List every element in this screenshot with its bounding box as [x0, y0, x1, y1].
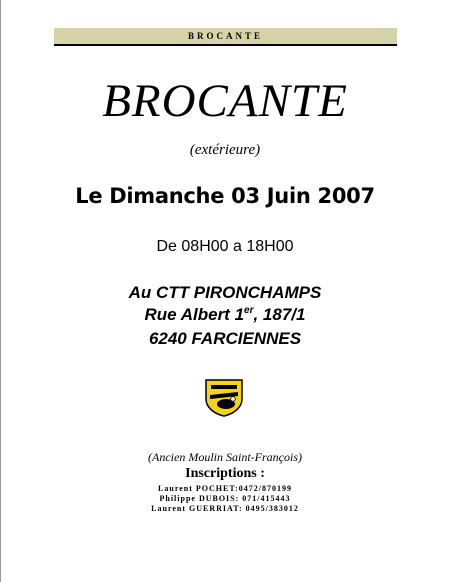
street-number: , 187/1	[253, 305, 306, 324]
inscriptions-heading: Inscriptions :	[185, 466, 265, 481]
location-venue: Au CTT PIRONCHAMPS	[128, 283, 322, 302]
header-band	[54, 28, 397, 46]
location-street	[0, 305, 450, 325]
event-date: Le Dimanche 03 Juin 2007	[75, 184, 375, 208]
location-building: (Ancien Moulin Saint-François)	[148, 450, 302, 464]
header-label: BROCANTE	[187, 31, 263, 41]
location-city: 6240 FARCIENNES	[148, 329, 302, 348]
event-subtitle: (extérieure)	[189, 142, 261, 158]
event-hours: De 08H00 a 18H00	[156, 238, 294, 255]
street-ordinal: er	[244, 305, 254, 316]
contact-line: Laurent POCHET:0472/870199	[158, 484, 292, 493]
contact-line: Laurent GUERRIAT: 0495/383012	[151, 504, 299, 513]
club-emblem-icon	[202, 377, 246, 417]
event-title: BROCANTE	[102, 75, 348, 127]
contact-line: Philippe DUBOIS: 071/415443	[159, 494, 291, 503]
street-name: Rue Albert 1	[144, 305, 245, 324]
